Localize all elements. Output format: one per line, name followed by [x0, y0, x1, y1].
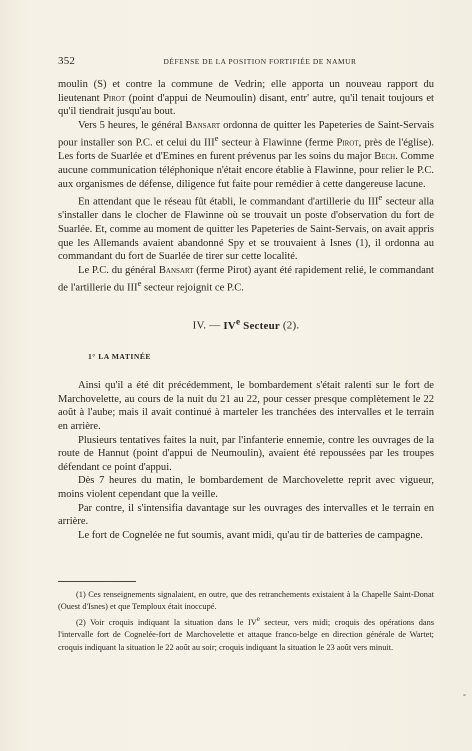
text-run: secteur, vers midi; croquis des opérations dans l'intervalle fort de Cognelée-fort de Marchovelette et attaque franco-belge en direction générale de Wartet; croquis indiquant la situation le 22 août au soir; croquis indiquant la situation le 23 août vers minuit.: [58, 618, 434, 652]
section-title: [58, 315, 434, 333]
footnote: [58, 613, 434, 653]
person-name: Bansart: [158, 264, 194, 276]
text-run: ordonna de quitter les Papeteries de Saint-Servais pour installer son P.C. et celui du III: [58, 119, 434, 149]
footnote-reference: (2).: [279, 320, 300, 333]
paragraph: Par contre, il s'intensifia davantage sur les ouvrages des intervalles et le terrain en arrière.: [58, 502, 434, 528]
ordinal-superscript: e: [137, 278, 142, 289]
text-run: (point d'appui de Neumoulin) disant, entr' autre, qu'il tenait toujours et qu'il tiendrait jusqu'au bout.: [58, 92, 434, 118]
person-name: Pirot: [103, 92, 126, 104]
person-name: Bansart: [185, 119, 221, 131]
text-run: . Comme aucune communication téléphonique n'était encore établie à Flawinne, pour relier le P.C. aux organismes de défense, diligence fut faite pour remédier à cette dangereuse lacune.: [58, 151, 435, 190]
person-name: Pirot: [336, 137, 359, 149]
text-run: (2) Voir croquis indiquant la situation dans le IV: [76, 618, 257, 628]
paragraph: [58, 78, 434, 119]
section-name: [223, 316, 280, 333]
text-run: (ferme Pirot) ayant été rapidement relié, le commandant de l'artillerie du III: [58, 264, 434, 294]
paragraph: Le fort de Cognelée ne fut soumis, avant midi, qu'au tir de batteries de campagne.: [78, 529, 423, 541]
subsection-heading: 1° LA MATINÉE: [88, 351, 151, 361]
ordinal-superscript: e: [235, 316, 241, 327]
ordinal-superscript: e: [378, 192, 383, 203]
footnote-divider: [58, 581, 136, 582]
footnote: (1) Ces renseignements signalaient, en outre, que des retranchements existaient à la Chapelle Saint-Donat (Ouest d'Isnes) et que Temploux était inoccupé.: [58, 590, 434, 612]
paragraph: [58, 119, 434, 191]
text-run: , près de l'église). Les forts de Suarlée et d'Emines en furent prévenus par les soins du major: [58, 137, 434, 163]
body-text: [58, 78, 434, 542]
footnotes: [58, 589, 434, 654]
text-run: IV: [223, 320, 236, 333]
ordinal-superscript: e: [214, 133, 219, 144]
text-run: Secteur: [240, 320, 280, 333]
page-header: [58, 56, 434, 68]
text-run: En attendant que le réseau fût établi, le commandant d'artillerie du III: [78, 196, 379, 208]
paper-speck: [463, 694, 466, 696]
text-run: secteur à Flawinne (ferme: [218, 137, 337, 149]
ordinal-superscript: e: [256, 615, 260, 624]
person-name: Bech: [374, 151, 396, 163]
running-head: DÉFENSE DE LA POSITION FORTIFIÉE DE NAMUR: [163, 57, 357, 66]
text-run: Vers 5 heures, le général: [78, 119, 186, 131]
paragraph: [58, 264, 434, 296]
page-number: 352: [58, 55, 76, 67]
paragraph: Plusieurs tentatives faites la nuit, par l'infanterie ennemie, contre les ouvrages de la route de Hannut (point d'appui de Neumoulin), avaient été repoussées par les troupes défendant ce point d'appui.: [58, 434, 434, 473]
paragraph: Dès 7 heures du matin, le bombardement de Marchovelette reprit avec vigueur, moins violent cependant que la veille.: [58, 475, 434, 501]
text-run: Le P.C. du général: [78, 264, 159, 276]
text-run: secteur alla s'installer dans le clocher de Flawinne où se trouvait un poste d'observation du fort de Suarlée. Et, comme au moment de quitter les Papeteries de Saint-Servais, on avait appris que les Allemands avaient abandonné Spy et se trouvaient à Isnes (1), il ordonna au commandant du fort de Suarlée de tirer sur cette localité.: [58, 196, 434, 263]
text-run: moulin (S) et contre la commune de Vedrin; elle apporta un nouveau rapport du lieutenant: [58, 79, 434, 104]
paragraph: [58, 191, 434, 263]
text-run: secteur rejoignit ce P.C.: [141, 282, 244, 294]
section-number: IV. —: [192, 320, 224, 333]
paragraph: Ainsi qu'il a été dit précédemment, le bombardement s'était ralenti sur le fort de Marchovelette, au cours de la nuit du 21 au 22, pour cesser presque complètement le 22 août à l'aube; mais il avait continué à marteler les tranchées des intervalles et le terrain en arrière.: [58, 380, 434, 433]
